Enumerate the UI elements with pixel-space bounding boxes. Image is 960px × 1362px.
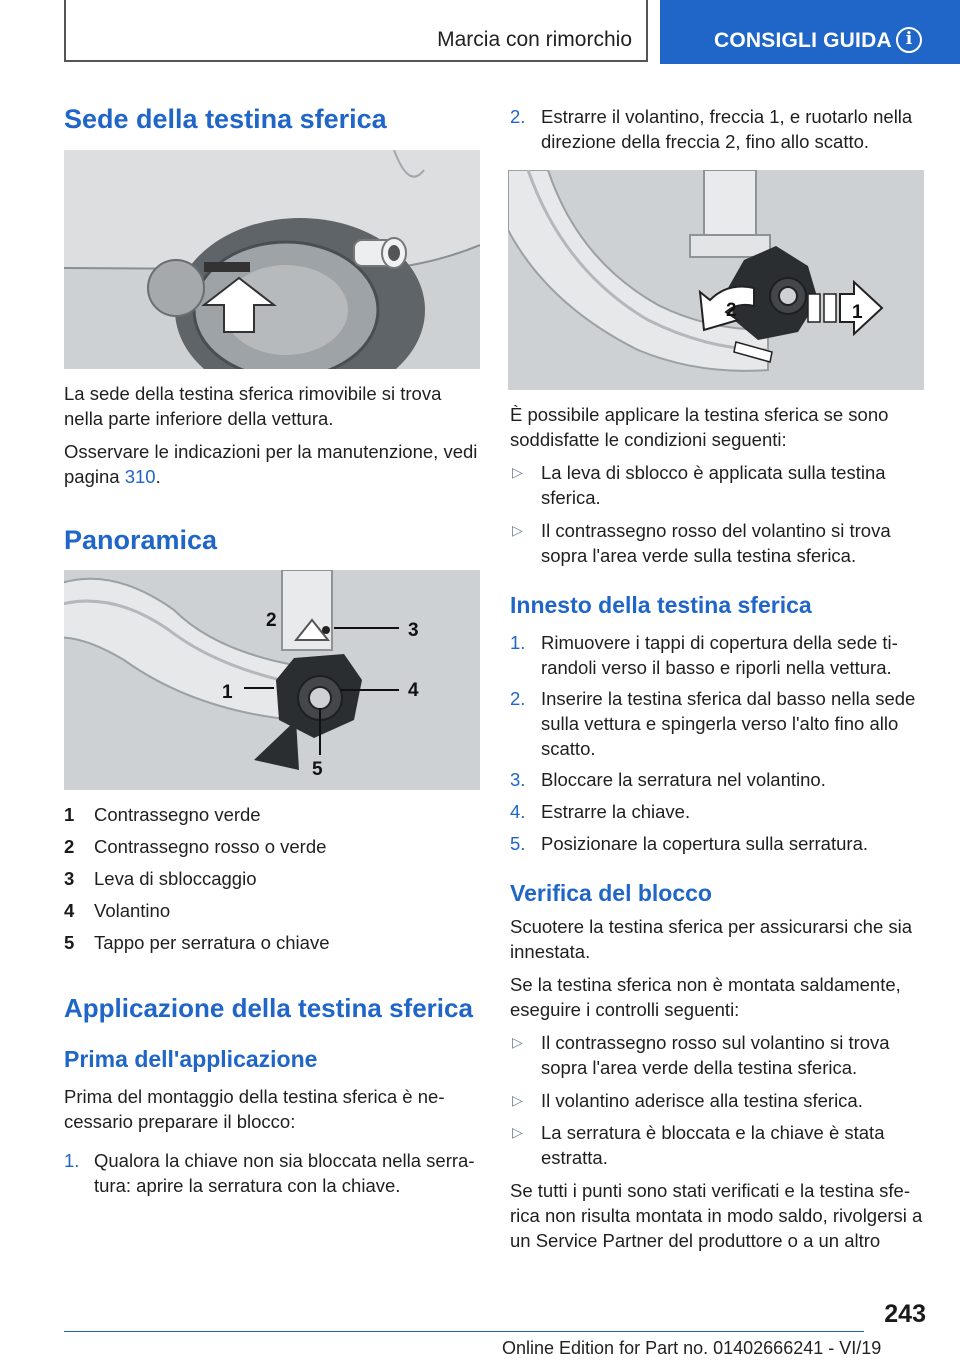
callout-2: 2: [726, 300, 737, 321]
paragraph-maintenance-text: Osservare le indicazioni per la manutenzione, vedi pagina: [64, 441, 478, 487]
step-number: 2.: [510, 688, 526, 709]
bullet-marker: ▷: [512, 464, 523, 480]
bullet-text: Il contrassegno rosso del volantino si trova sopra l'area verde sulla testina sferica.: [541, 520, 891, 566]
header-chapter-tab[interactable]: [660, 0, 960, 64]
legend-number: 2: [64, 836, 75, 857]
bullet-text: La serratura è bloccata e la chiave è stata estratta.: [541, 1122, 885, 1168]
section-title-applicazione: Applicazione della testina sferica: [64, 993, 473, 1023]
step-number: 5.: [510, 833, 526, 854]
legend-text: Volantino: [94, 900, 171, 921]
figure-overview: [64, 570, 480, 790]
paragraph-sede-location: La sede della testina sferica rimovibile si trova nella parte inferiore della vettura.: [64, 383, 442, 429]
legend-text: Leva di sbloccaggio: [94, 868, 257, 889]
bullet-marker: ▷: [512, 1034, 523, 1050]
figure-car-rear-hitch: [64, 150, 480, 369]
step-text: Qualora la chiave non sia bloccata nella serra-tura: aprire la serratura con la chiave.: [94, 1150, 475, 1196]
section-title-panoramica: Panoramica: [64, 525, 218, 555]
figure-overview-drawing: [64, 570, 480, 790]
step-number: 1.: [510, 632, 526, 653]
paragraph-conditions: È possibile applicare la testina sferica se sono soddisfatte le condizioni seguenti:: [510, 404, 889, 450]
step-number: 1.: [64, 1150, 80, 1171]
callout-4: 4: [408, 680, 419, 701]
figure-car-rear-hitch-drawing: [64, 150, 480, 369]
paragraph-shake: Scuotere la testina sferica per assicurarsi che sia innestata.: [510, 916, 913, 962]
subsection-title-verifica: Verifica del blocco: [510, 880, 712, 906]
paragraph-checks: Se la testina sferica non è montata saldamente, eseguire i controlli seguenti:: [510, 974, 901, 1020]
footer-edition: Online Edition for Part no. 01402666241 - VI/19: [502, 1338, 882, 1358]
footer-divider: [64, 1331, 864, 1332]
legend-text: Tappo per serratura o chiave: [94, 932, 330, 953]
figure-handwheel-drawing: [508, 170, 924, 390]
legend-number: 1: [64, 804, 75, 825]
bullet-text: La leva di sblocco è applicata sulla testina sferica.: [541, 462, 886, 508]
header-chapter-title: CONSIGLI GUIDA: [714, 29, 892, 52]
bullet-text: Il volantino aderisce alla testina sferica.: [541, 1090, 863, 1111]
step-number: 4.: [510, 801, 526, 822]
legend-number: 3: [64, 868, 75, 889]
page-reference-link[interactable]: 310: [124, 466, 156, 487]
header-section-title: Marcia con rimorchio: [437, 28, 632, 51]
step-text: Bloccare la serratura nel volantino.: [541, 769, 826, 790]
page-number: 243: [884, 1300, 926, 1328]
callout-5: 5: [312, 759, 323, 780]
callout-1: 1: [222, 682, 233, 703]
section-title-sede: Sede della testina sferica: [64, 104, 387, 134]
bullet-marker: ▷: [512, 1092, 523, 1108]
legend-number: 5: [64, 932, 75, 953]
header-section-box: [64, 0, 648, 62]
legend-text: Contrassegno verde: [94, 804, 261, 825]
info-icon[interactable]: i: [896, 27, 922, 53]
callout-3: 3: [408, 620, 419, 641]
step-text: Estrarre il volantino, freccia 1, e ruotarlo nella direzione della freccia 2, fino allo scatto.: [541, 106, 913, 152]
paragraph-maintenance: [64, 439, 480, 489]
paragraph-prima: Prima del montaggio della testina sferica è ne-cessario preparare il blocco:: [64, 1086, 445, 1132]
bullet-marker: ▷: [512, 1124, 523, 1140]
callout-1: 1: [852, 302, 863, 323]
step-number: 2.: [510, 106, 526, 127]
step-text: Inserire la testina sferica dal basso nella sede sulla vettura e spingerla verso l'alto fino allo scatto.: [541, 688, 916, 759]
paragraph-service-partner: Se tutti i punti sono stati verificati e la testina sfe-rica non risulta montata in modo saldo, rivolgersi a un Service Partner del produttore o a un altro: [510, 1180, 923, 1251]
subsection-title-prima: Prima dell'applicazione: [64, 1046, 318, 1072]
legend-number: 4: [64, 900, 75, 921]
step-text: Posizionare la copertura sulla serratura.: [541, 833, 868, 854]
bullet-text: Il contrassegno rosso sul volantino si trova sopra l'area verde della testina sferica.: [541, 1032, 890, 1078]
step-text: Rimuovere i tappi di copertura della sede ti-randoli verso il basso e riporli nella vettura.: [541, 632, 898, 678]
figure-handwheel: [508, 170, 924, 390]
bullet-marker: ▷: [512, 522, 523, 538]
step-number: 3.: [510, 769, 526, 790]
step-text: Estrarre la chiave.: [541, 801, 691, 822]
paragraph-maintenance-end: .: [155, 466, 161, 487]
legend-text: Contrassegno rosso o verde: [94, 836, 327, 857]
callout-2: 2: [266, 610, 277, 631]
subsection-title-innesto: Innesto della testina sferica: [510, 592, 812, 618]
